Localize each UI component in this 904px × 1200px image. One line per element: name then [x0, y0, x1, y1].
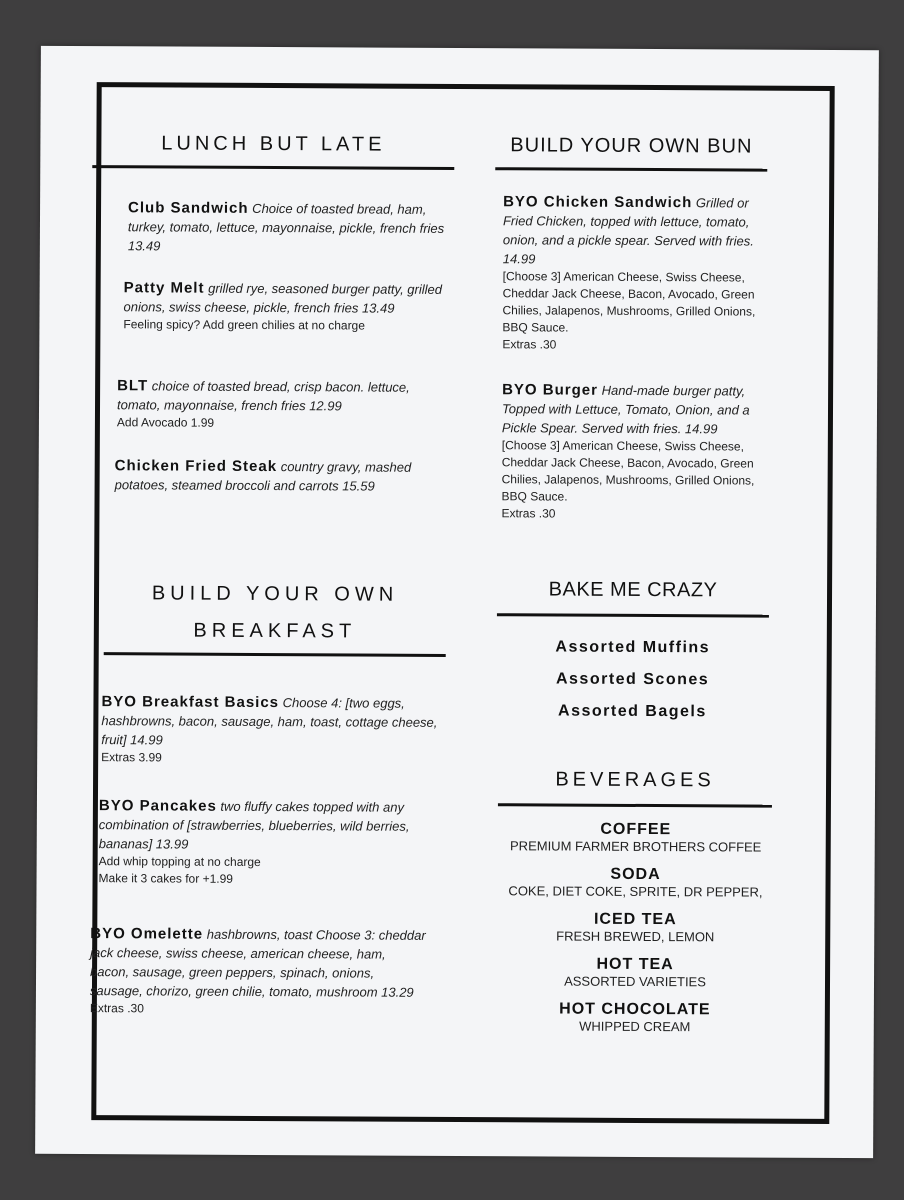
- menu-item-omelette: BYO Omelette hashbrowns, toast Choose 3: cheddar jack cheese, swiss cheese, american cheese, ham, bacon, sausage, green peppers, spinach, onions, sausage, chorizo, green chilie, tomato, mushroom 13.29 Extras .30: [89, 925, 426, 1016]
- beverages-title: BEVERAGES: [555, 768, 715, 792]
- beverage-name: HOT TEA: [596, 955, 674, 974]
- menu-item-patty-melt: Patty Melt grilled rye, seasoned burger patty, grilled onions, swiss cheese, pickle, french fries 13.49 Feeling spicy? Add green chilies at no charge: [123, 279, 443, 333]
- bake-item: Assorted Muffins: [555, 638, 711, 657]
- beverage-name: COFFEE: [600, 820, 672, 839]
- menu-item-blt: BLT choice of toasted bread, crisp bacon. lettuce, tomato, mayonnaise, french fries 12.99 Add Avocado 1.99: [116, 377, 410, 430]
- breakfast-title-line1: BUILD YOUR OWN: [151, 582, 399, 606]
- bake-list: [496, 638, 768, 721]
- beverage-desc: PREMIUM FARMER BROTHERS COFFEE: [509, 838, 762, 855]
- beverage-name: ICED TEA: [593, 910, 677, 929]
- bake-item: Assorted Bagels: [557, 702, 707, 721]
- beverage-desc: WHIPPED CREAM: [579, 1018, 691, 1035]
- menu-item-byo-chicken-sandwich: BYO Chicken Sandwich Grilled or Fried Chicken, topped with lettuce, tomato, onion, and a pickle spear. Served with fries. 14.99 [Choose 3] American Cheese, Swiss Cheese, Cheddar Jack Cheese, Bacon, Avocado, Green Chilies, Jalapenos, Mushrooms, Grilled Onions, BBQ Sauce. Extras .30: [502, 193, 756, 352]
- menu-paper: [35, 46, 879, 1158]
- lunch-title: LUNCH BUT LATE: [161, 132, 386, 156]
- beverage-desc: FRESH BREWED, LEMON: [556, 928, 715, 945]
- bun-title: BUILD YOUR OWN BUN: [510, 134, 753, 158]
- lunch-section: [92, 132, 454, 170]
- beverages-section: [498, 768, 772, 807]
- bake-section: [497, 578, 769, 617]
- beverage-desc: COKE, DIET COKE, SPRITE, DR PEPPER,: [508, 883, 763, 900]
- menu-item-byo-burger: BYO Burger Hand-made burger patty, Topped with Lettuce, Tomato, Onion, and a Pickle Spear. Served with fries. 14.99 [Choose 3] American Cheese, Swiss Cheese, Cheddar Jack Cheese, Bacon, Avocado, Green Chilies, Jalapenos, Mushrooms, Grilled Onions, BBQ Sauce. Extras .30: [501, 381, 755, 521]
- breakfast-section: [104, 582, 446, 657]
- bake-title: BAKE ME CRAZY: [548, 578, 718, 602]
- menu-item-chicken-fried-steak: Chicken Fried Steak country gravy, mashed potatoes, steamed broccoli and carrots 15.59: [114, 457, 412, 494]
- beverage-name: HOT CHOCOLATE: [559, 1000, 711, 1019]
- breakfast-title-line2: BREAKFAST: [193, 619, 357, 643]
- menu-item-pancakes: BYO Pancakes two fluffy cakes topped with any combination of [strawberries, blueberries, wild berries, bananas] 13.99 Add whip topping at no charge Make it 3 cakes for +1.99: [98, 797, 410, 886]
- beverage-name: SODA: [610, 865, 661, 884]
- beverages-list: [495, 820, 776, 1034]
- menu-item-breakfast-basics: BYO Breakfast Basics Choose 4: [two eggs, hashbrowns, bacon, sausage, ham, toast, cottage cheese, fruit] 14.99 Extras 3.99: [101, 693, 438, 765]
- bake-item: Assorted Scones: [555, 670, 710, 689]
- beverage-desc: ASSORTED VARIETIES: [564, 973, 706, 990]
- bun-section: [495, 134, 767, 171]
- menu-item-club-sandwich: Club Sandwich Choice of toasted bread, ham, turkey, tomato, lettuce, mayonnaise, pickle, french fries 13.49: [127, 199, 445, 254]
